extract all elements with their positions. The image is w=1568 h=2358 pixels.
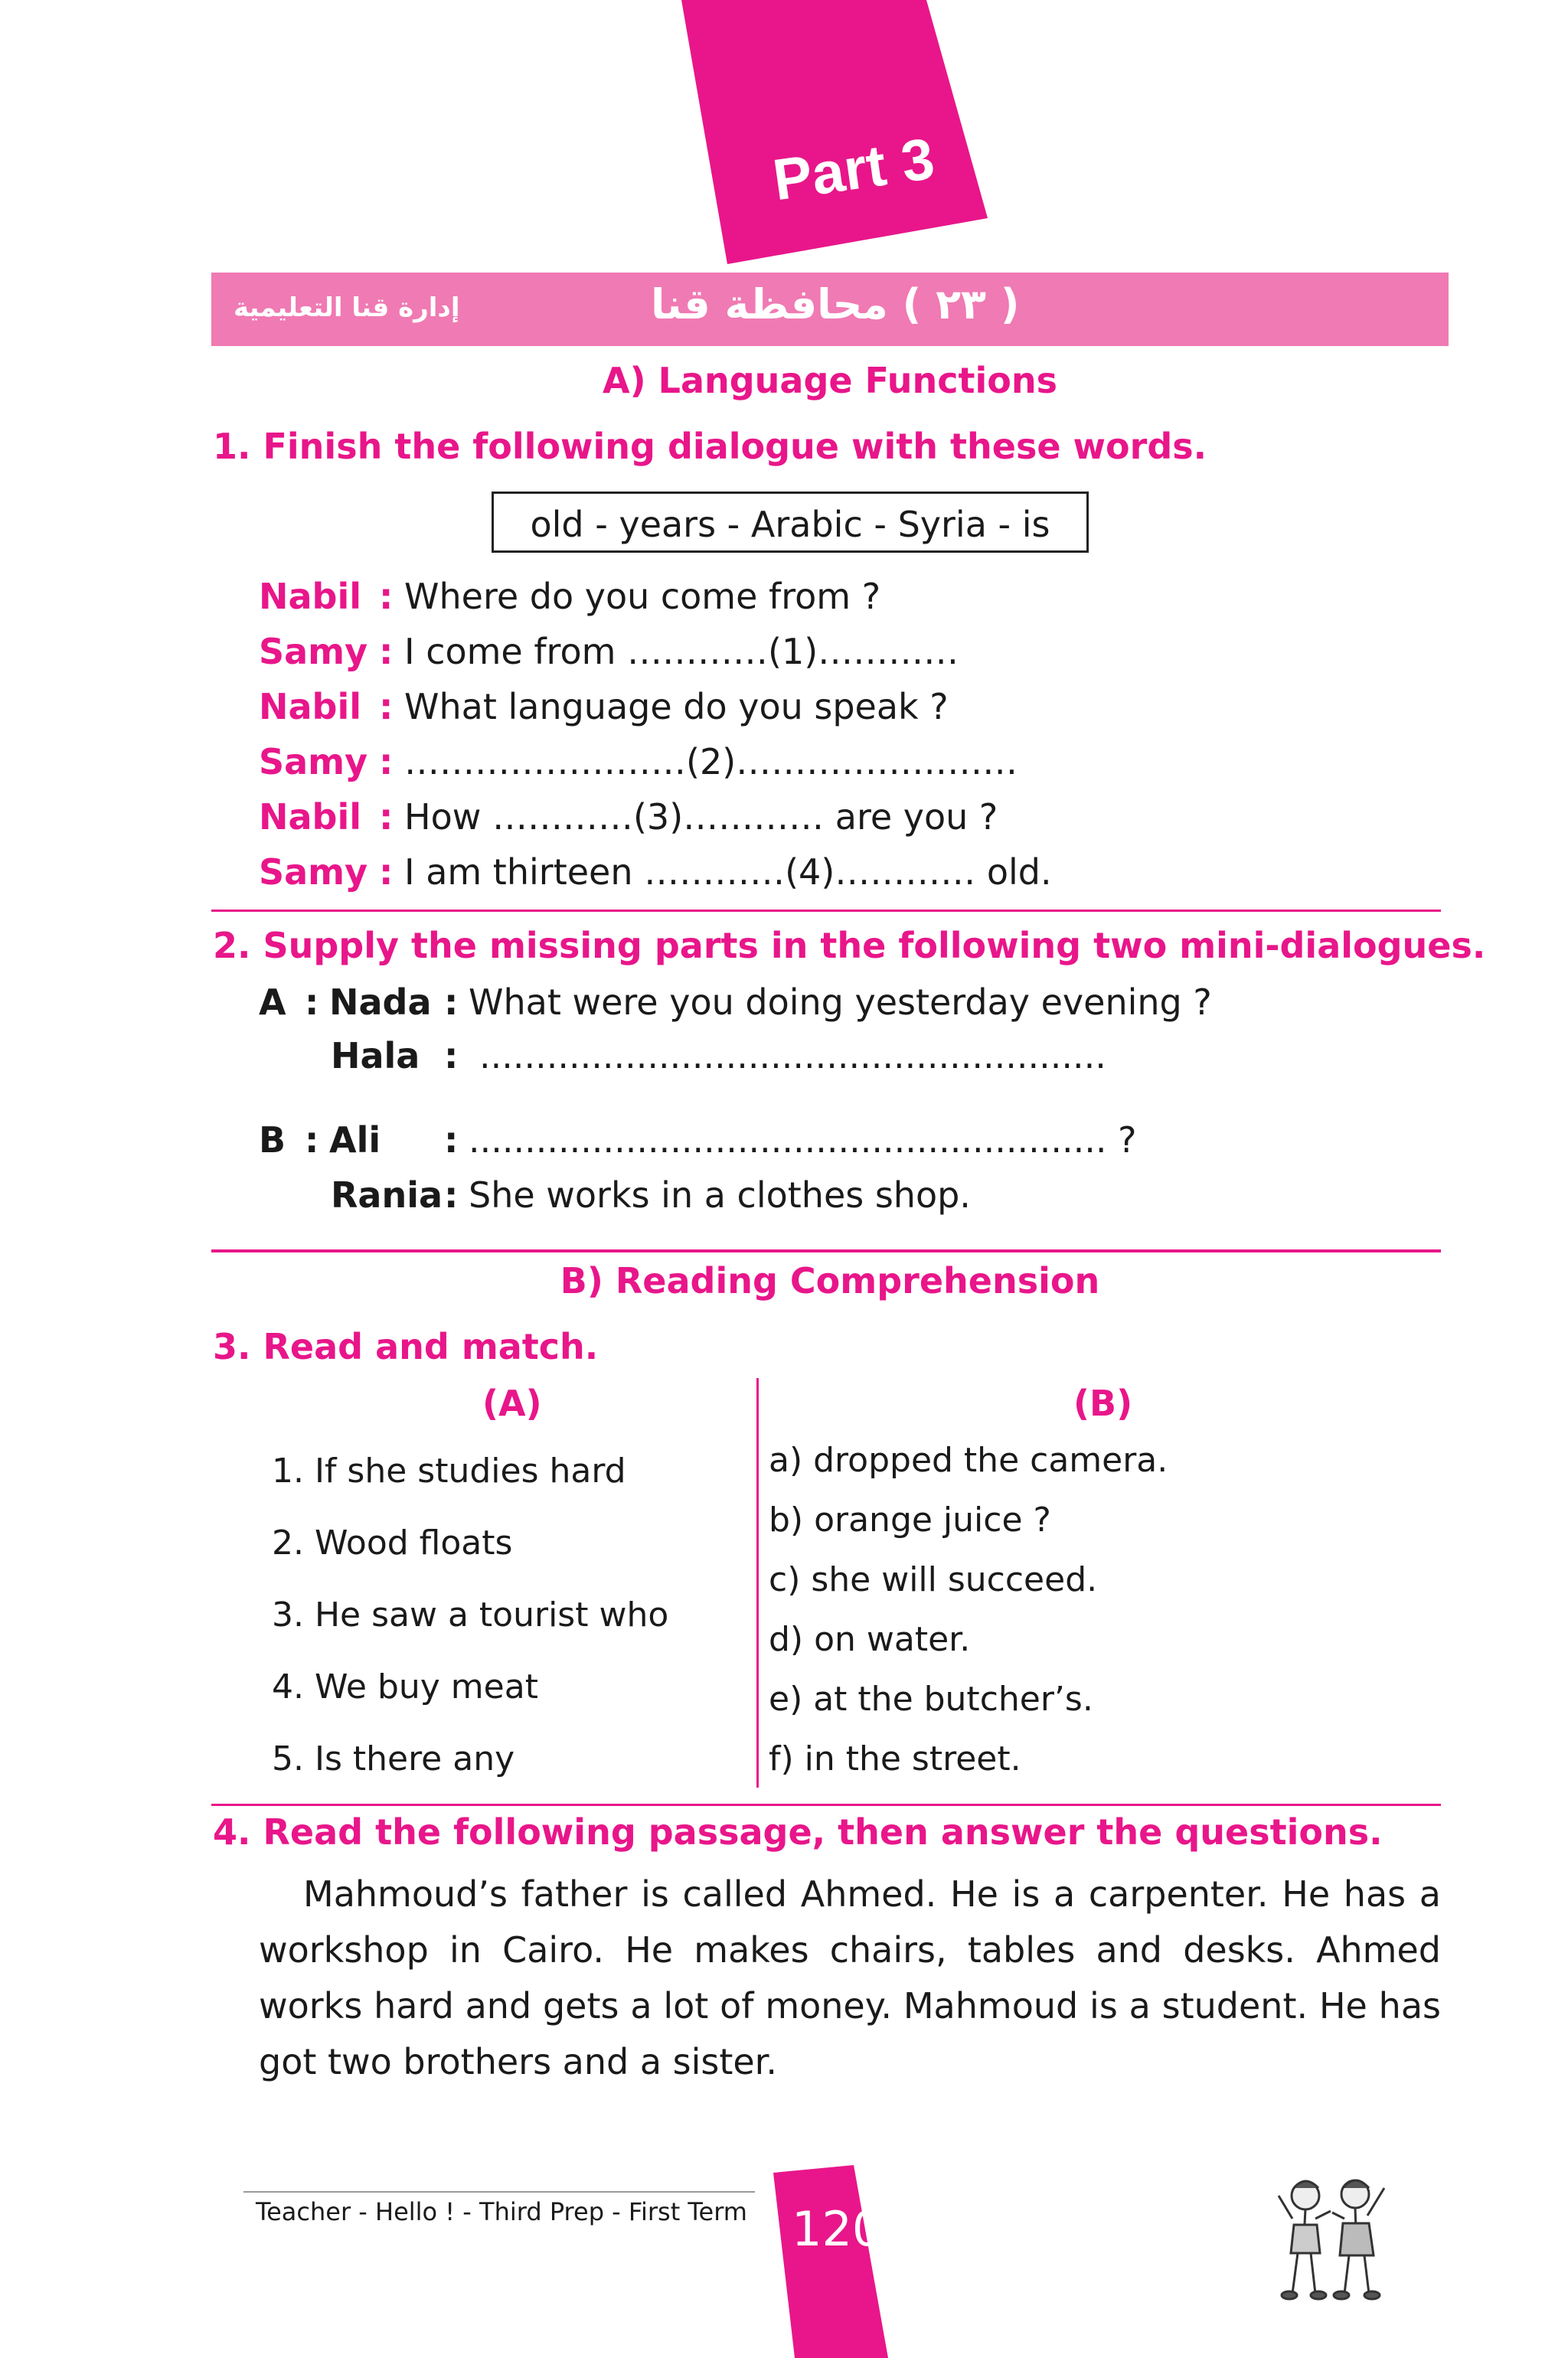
page-number: 120 [792,2201,883,2257]
section-a-title: A) Language Functions [603,360,1057,401]
match-item-b: d) on water. [769,1620,971,1659]
dialogue-text: Where do you come from ? [404,576,881,617]
dialogue-speaker: Samy [259,631,368,672]
match-item-a: 1. If she studies hard [272,1452,626,1491]
q3-title: 3. Read and match. [213,1326,599,1367]
speaker-rania: Rania [331,1174,443,1216]
divider [211,1804,1441,1806]
header-directorate: إدارة قنا التعليمية [234,292,460,323]
dialogue-colon: : [379,576,394,617]
dialogue-colon: : [379,741,394,782]
q4-title: 4. Read the following passage, then answer the questions. [213,1811,1383,1853]
divider [211,1249,1441,1252]
dialogue-colon: : [379,796,394,838]
match-item-b: c) she will succeed. [769,1560,1098,1599]
dialogue-text: I am thirteen …………(4)………… old. [404,851,1052,893]
page-tab [773,2165,888,2358]
dialogue-text: I come from …………(1)………… [404,631,959,672]
footer-text: Teacher - Hello ! - Third Prep - First Term [256,2197,747,2226]
dialogue-speaker: Samy [259,851,368,893]
header-governorate: ( ٢٣ ) محافظة قنا [651,280,1020,328]
dialogue-speaker: Nabil [259,796,362,838]
dialogue-colon: : [379,631,394,672]
dialogue-text: She works in a clothes shop. [469,1174,971,1216]
dialogue-speaker: Nabil [259,686,362,727]
match-item-b: b) orange juice ? [769,1501,1051,1540]
reading-passage: Mahmoud’s father is called Ahmed. He is a carpenter. He has a workshop in Cairo. He makes chairs, tables and desks. Ahmed works hard and gets a lot of money. Mahmoud is a student. He has got two brothers and a sister. [259,1873,1441,2082]
answer-blank: ......................................................... ? [469,1119,1137,1161]
match-item-a: 4. We buy meat [272,1667,538,1706]
speaker-nada: Nada [329,981,432,1023]
footer-rule [243,2191,755,2193]
divider [211,910,1441,912]
match-item-b: e) at the butcher’s. [769,1680,1093,1719]
match-item-a: 5. Is there any [272,1739,515,1778]
dialogue-colon: : [444,1119,459,1161]
dialogue-text: What were you doing yesterday evening ? [469,981,1212,1023]
dialogue-colon: : [444,1174,459,1216]
dialogue-colon: : [305,981,319,1023]
dialogue-colon: : [379,686,394,727]
dialogue-speaker: Samy [259,741,368,782]
q2-title: 2. Supply the missing parts in the following two mini-dialogues. [213,925,1486,966]
speaker-hala: Hala [331,1035,420,1076]
dialogue-text: ……………………(2)…………………… [404,741,1018,782]
speaker-ali: Ali [329,1119,381,1161]
col-a-heading: (A) [482,1383,542,1424]
dialogue-text: What language do you speak ? [404,686,949,727]
dialogue-b-label: B [259,1119,286,1161]
match-item-b: f) in the street. [769,1739,1021,1778]
dialogue-colon: : [379,851,394,893]
match-item-a: 3. He saw a tourist who [272,1595,669,1635]
dialogue-colon: : [444,981,459,1023]
dialogue-a-label: A [259,981,286,1023]
kids-cartoon-icon [1263,2165,1397,2307]
match-divider [756,1378,759,1788]
word-box: old - years - Arabic - Syria - is [492,492,1089,553]
match-item-b: a) dropped the camera. [769,1441,1168,1480]
dialogue-colon: : [444,1035,459,1076]
match-item-a: 2. Wood floats [272,1524,513,1563]
col-b-heading: (B) [1073,1383,1133,1424]
answer-blank: ........................................................ [479,1035,1106,1076]
dialogue-speaker: Nabil [259,576,362,617]
dialogue-colon: : [305,1119,319,1161]
q1-title: 1. Finish the following dialogue with these words. [213,426,1207,467]
section-b-title: B) Reading Comprehension [560,1260,1100,1301]
dialogue-text: How …………(3)………… are you ? [404,796,998,838]
part-title: Part 3 [769,126,939,214]
